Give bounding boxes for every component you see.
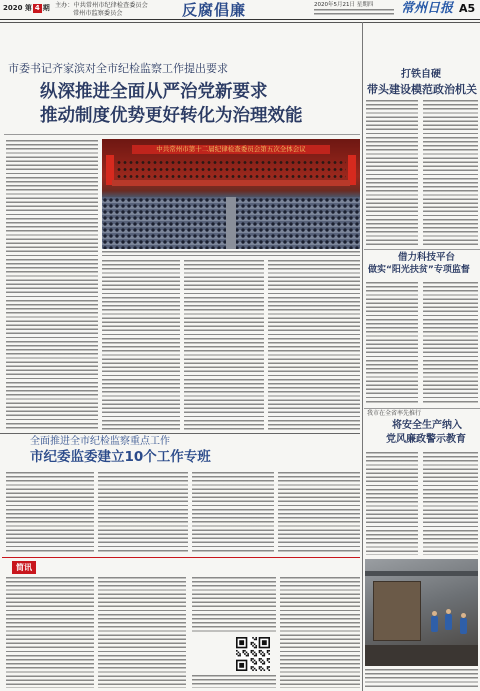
qr-caption (192, 675, 276, 688)
poverty-headline-line-2: 做实“阳光扶贫”专项监督 (368, 265, 470, 275)
body-text-column (102, 260, 180, 430)
rostrum-table (112, 180, 350, 186)
political-organs-headline-line-1: 打铁自硬 (401, 69, 441, 80)
worker-figure (431, 616, 438, 632)
safety-headline-line-2: 党风廉政警示教育 (386, 434, 466, 445)
section-divider (0, 433, 360, 434)
body-text-column (184, 260, 264, 430)
photo-caption (365, 669, 478, 689)
poverty-headline-line-1: 借力科技平台 (398, 252, 456, 263)
lead-headline-line-1: 纵深推进全面从严治党新要求 (40, 82, 268, 102)
editor-credits (314, 9, 394, 17)
worker-figure (445, 614, 452, 630)
lead-headline-line-2: 推动制度优势更好转化为治理效能 (40, 106, 303, 126)
issue-suffix: 期 (42, 4, 50, 12)
body-text-column (192, 472, 274, 554)
workshop-floor (365, 645, 478, 666)
briefs-label: 简讯 (12, 561, 36, 574)
body-text-column (6, 140, 98, 430)
issue-number-box: 4 (34, 4, 40, 12)
body-text-column (423, 282, 478, 404)
body-text-column (6, 472, 94, 554)
brief-text-column (280, 577, 360, 688)
work-teams-kicker: 全面推进全市纪检监察重点工作 (30, 436, 170, 447)
brief-text-column (98, 577, 186, 688)
work-teams-headline: 市纪委监委建立10个工作专班 (30, 449, 211, 465)
safety-headline-line-1: 将安全生产纳入 (392, 420, 462, 431)
body-text-column (268, 260, 360, 430)
qr-code-graphic (236, 637, 270, 671)
issue-number (3, 4, 50, 13)
rostrum-attendees (116, 159, 346, 181)
body-text-column (98, 472, 188, 554)
body-text-column (366, 100, 418, 245)
page-number: A5 (459, 2, 476, 15)
column-divider (362, 22, 363, 691)
body-text-column (278, 472, 360, 554)
safety-kicker: 我市在全省率先推行 (367, 410, 422, 417)
worker-figure (460, 618, 467, 634)
photo-caption (102, 251, 360, 256)
political-organs-headline-line-2: 带头建设模范政治机关 (367, 83, 477, 96)
lead-kicker: 市委书记齐家滨对全市纪检监察工作提出要求 (8, 62, 228, 75)
publication-date: 2020年5月21日 星期四 (314, 2, 374, 8)
newspaper-logo: 常州日报 (401, 1, 454, 16)
section-title: 反腐倡廉 (182, 1, 247, 19)
section-divider (364, 249, 480, 250)
section-divider (364, 408, 480, 409)
brief-text-column (6, 577, 94, 688)
body-text-column (423, 100, 478, 245)
brief-text-column (192, 577, 276, 633)
body-text-column (423, 452, 478, 555)
masthead-rule (0, 19, 480, 20)
sponsor-line-1: 主办：中共常州市纪律检查委员会 (55, 2, 148, 9)
issue-prefix: 2020 第 (3, 4, 32, 12)
safety-photo (365, 559, 478, 666)
masthead-rule-thin (0, 22, 480, 23)
overhead-beam (365, 571, 478, 576)
meeting-photo (102, 139, 360, 249)
machinery (373, 581, 421, 641)
body-text-column (366, 282, 418, 404)
briefs-top-rule (2, 557, 360, 558)
sponsor-line-2: 常州市监察委员会 (73, 9, 123, 17)
qr-code (236, 637, 270, 671)
sponsor-info (55, 2, 148, 17)
body-text-column (366, 452, 418, 555)
lead-headline-rule (4, 134, 360, 135)
meeting-banner: 中共常州市第十二届纪律检查委员会第五次全体会议 (132, 145, 330, 154)
center-aisle (226, 197, 236, 249)
